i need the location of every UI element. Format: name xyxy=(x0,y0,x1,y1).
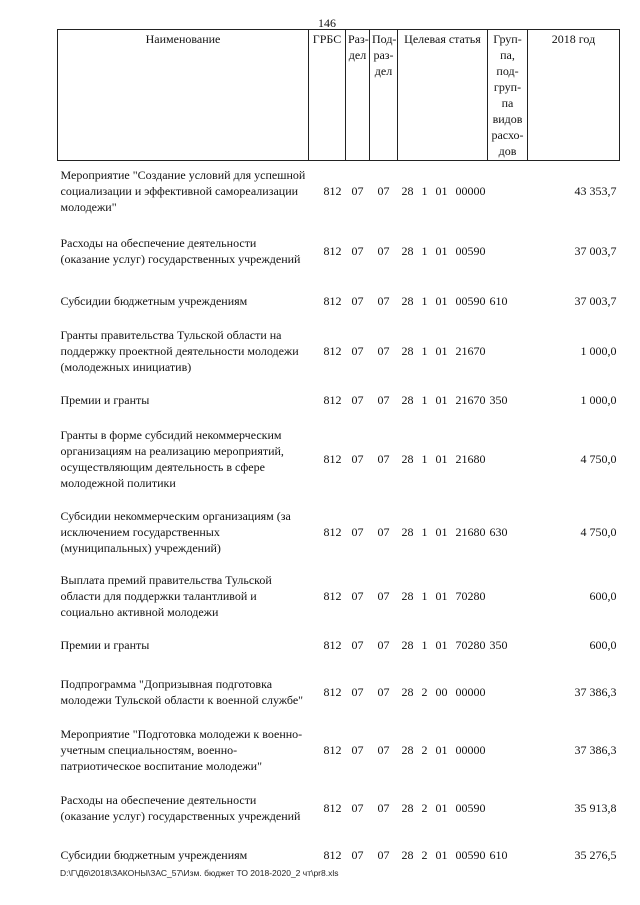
row-celevaya: 28 2 01 00590 xyxy=(401,800,486,815)
row-razdel: 07 xyxy=(351,243,364,258)
row-amount: 43 353,7 xyxy=(574,183,617,198)
row-gruppa: 610 xyxy=(489,293,508,308)
header-celevaya: Целевая статья xyxy=(398,30,488,161)
row-name: Субсидии некоммерческим организациям (за исключением государственных (муниципальных) учреждений) xyxy=(60,508,291,555)
row-grbs: 812 xyxy=(323,451,342,466)
row-name: Мероприятие "Подготовка молодежи к военно-учетным специальностям, военно-патриотическое воспитание молодежи" xyxy=(60,726,303,773)
row-razdel: 07 xyxy=(351,588,364,603)
table-row xyxy=(58,381,620,419)
row-name: Расходы на обеспечение деятельности (оказание услуг) государственных учреждений xyxy=(60,792,301,823)
row-celevaya: 28 2 01 00590 xyxy=(401,847,486,862)
row-amount: 4 750,0 xyxy=(580,524,617,539)
row-celevaya: 28 1 01 00000 xyxy=(401,183,486,198)
row-gruppa: 350 xyxy=(489,637,508,652)
row-amount: 600,0 xyxy=(589,588,617,603)
table-row xyxy=(58,419,620,499)
row-name: Субсидии бюджетным учреждениям xyxy=(60,847,248,862)
row-razdel: 07 xyxy=(351,800,364,815)
row-grbs: 812 xyxy=(323,524,342,539)
row-name: Гранты правительства Тульской области на поддержку проектной деятельности молодежи (молодежных инициатив) xyxy=(60,327,299,374)
table-row xyxy=(58,721,620,779)
header-grbs: ГРБС xyxy=(309,30,346,161)
budget-table xyxy=(57,29,620,873)
row-grbs: 812 xyxy=(323,588,342,603)
row-razdel: 07 xyxy=(351,451,364,466)
header-podrazdel: Под- раз- дел xyxy=(370,30,398,161)
row-celevaya: 28 1 01 00590 xyxy=(401,243,486,258)
row-grbs: 812 xyxy=(323,293,342,308)
table-row xyxy=(58,663,620,721)
row-razdel: 07 xyxy=(351,343,364,358)
row-razdel: 07 xyxy=(351,183,364,198)
row-podrazdel: 07 xyxy=(377,742,390,757)
row-grbs: 812 xyxy=(323,800,342,815)
row-razdel: 07 xyxy=(351,742,364,757)
row-celevaya: 28 1 01 00590 xyxy=(401,293,486,308)
row-celevaya: 28 2 00 00000 xyxy=(401,684,486,699)
row-podrazdel: 07 xyxy=(377,637,390,652)
row-gruppa: 610 xyxy=(489,847,508,862)
row-amount: 600,0 xyxy=(589,637,617,652)
row-amount: 1 000,0 xyxy=(580,343,617,358)
table-row xyxy=(58,565,620,627)
row-name: Гранты в форме субсидий некоммерческим организациям на реализацию мероприятий, осуществляющим деятельность в сфере молодежной политики xyxy=(60,427,284,490)
row-gruppa xyxy=(488,663,528,721)
row-celevaya: 28 1 01 70280 xyxy=(401,637,486,652)
table-row xyxy=(58,779,620,837)
row-grbs: 812 xyxy=(323,343,342,358)
row-amount: 4 750,0 xyxy=(580,451,617,466)
row-name: Премии и гранты xyxy=(60,392,150,407)
row-amount: 37 003,7 xyxy=(574,293,617,308)
row-name: Субсидии бюджетным учреждениям xyxy=(60,293,248,308)
row-gruppa xyxy=(488,221,528,281)
row-name: Выплата премий правительства Тульской области для поддержки талантливой и социально активной молодежи xyxy=(60,572,272,619)
row-celevaya: 28 1 01 21670 xyxy=(401,343,486,358)
row-grbs: 812 xyxy=(323,847,342,862)
row-amount: 37 386,3 xyxy=(574,684,617,699)
row-celevaya: 28 1 01 70280 xyxy=(401,588,486,603)
row-name: Мероприятие "Создание условий для успешной социализации и эффективной самореализации молодежи" xyxy=(60,167,306,214)
file-path-footer: D:\Г\Д6\2018\ЗАКОНЫ\ЗАС_57\Изм. бюджет ТО 2018-2020_2 чт\pr8.xls xyxy=(60,868,339,878)
table-row xyxy=(58,627,620,663)
row-amount: 37 386,3 xyxy=(574,742,617,757)
row-podrazdel: 07 xyxy=(377,588,390,603)
table-header xyxy=(58,30,620,161)
row-gruppa: 350 xyxy=(489,392,508,407)
row-razdel: 07 xyxy=(351,847,364,862)
row-podrazdel: 07 xyxy=(377,183,390,198)
row-name: Расходы на обеспечение деятельности (оказание услуг) государственных учреждений xyxy=(60,235,301,266)
row-razdel: 07 xyxy=(351,524,364,539)
table-body xyxy=(58,161,620,873)
row-name: Премии и гранты xyxy=(60,637,150,652)
row-razdel: 07 xyxy=(351,293,364,308)
row-podrazdel: 07 xyxy=(377,293,390,308)
row-name: Подпрограмма "Допризывная подготовка молодежи Тульской области к военной службе" xyxy=(60,676,304,707)
row-razdel: 07 xyxy=(351,392,364,407)
row-podrazdel: 07 xyxy=(377,343,390,358)
header-gruppa: Груп- па, под- груп- па видов расхо- дов xyxy=(488,30,528,161)
row-celevaya: 28 1 01 21680 xyxy=(401,524,486,539)
row-podrazdel: 07 xyxy=(377,524,390,539)
row-amount: 35 913,8 xyxy=(574,800,617,815)
row-amount: 1 000,0 xyxy=(580,392,617,407)
table-row xyxy=(58,161,620,221)
row-gruppa xyxy=(488,779,528,837)
row-grbs: 812 xyxy=(323,183,342,198)
row-grbs: 812 xyxy=(323,684,342,699)
row-razdel: 07 xyxy=(351,637,364,652)
row-podrazdel: 07 xyxy=(377,243,390,258)
row-gruppa: 630 xyxy=(489,524,508,539)
table-row xyxy=(58,221,620,281)
row-podrazdel: 07 xyxy=(377,847,390,862)
header-year: 2018 год xyxy=(528,30,620,161)
header-name: Наименование xyxy=(58,30,309,161)
row-gruppa xyxy=(488,161,528,221)
row-gruppa xyxy=(488,565,528,627)
row-celevaya: 28 1 01 21680 xyxy=(401,451,486,466)
row-grbs: 812 xyxy=(323,392,342,407)
row-gruppa xyxy=(488,321,528,381)
page-number: 146 xyxy=(318,16,336,30)
row-gruppa xyxy=(488,419,528,499)
row-celevaya: 28 2 01 00000 xyxy=(401,742,486,757)
row-amount: 35 276,5 xyxy=(574,847,617,862)
row-grbs: 812 xyxy=(323,637,342,652)
row-podrazdel: 07 xyxy=(377,684,390,699)
row-grbs: 812 xyxy=(323,742,342,757)
row-amount: 37 003,7 xyxy=(574,243,617,258)
row-gruppa xyxy=(488,721,528,779)
row-podrazdel: 07 xyxy=(377,451,390,466)
row-grbs: 812 xyxy=(323,243,342,258)
row-podrazdel: 07 xyxy=(377,800,390,815)
table-row xyxy=(58,281,620,321)
table-row xyxy=(58,321,620,381)
table-row xyxy=(58,499,620,565)
row-celevaya: 28 1 01 21670 xyxy=(401,392,486,407)
row-podrazdel: 07 xyxy=(377,392,390,407)
header-razdel: Раз- дел xyxy=(346,30,370,161)
row-razdel: 07 xyxy=(351,684,364,699)
